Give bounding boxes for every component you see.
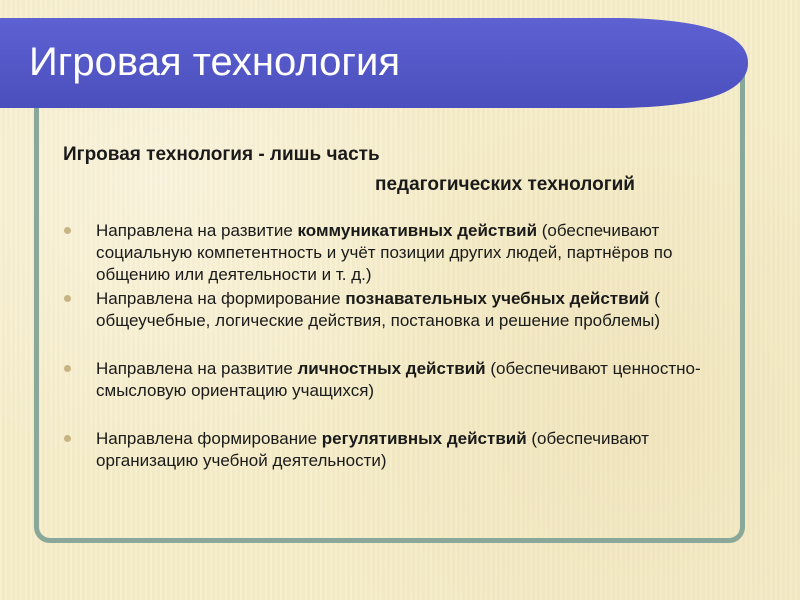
list-item — [62, 288, 737, 332]
bullet-prefix: Направлена на формирование — [96, 289, 346, 308]
subtitle — [63, 140, 743, 200]
bullet-bold-term: коммуникативных действий — [297, 221, 538, 240]
subtitle-line-2: педагогических технологий — [375, 174, 635, 195]
list-item — [62, 220, 737, 286]
slide-title: Игровая технология — [29, 40, 400, 84]
bullet-marker-icon — [64, 295, 71, 302]
bullet-suffix: ( общеучебные, логические действия, постановка и решение проблемы) — [96, 289, 661, 330]
subtitle-line-1: Игровая технология - лишь часть — [63, 144, 380, 165]
title-banner — [0, 18, 748, 109]
bullet-bold-term: регулятивных действий — [321, 429, 527, 448]
bullet-suffix: (обеспечивают социальную компетентность и учёт позиции других людей, партнёров по общению или деятельности и т. д.) — [96, 221, 673, 284]
bullet-bold-term: познавательных учебных действий — [345, 289, 650, 308]
list-item — [62, 358, 737, 402]
bullet-prefix: Направлена на развитие — [96, 221, 298, 240]
bullet-suffix: (обеспечивают организацию учебной деятельности) — [96, 429, 649, 470]
bullet-prefix: Направлена на развитие — [96, 359, 298, 378]
bullet-marker-icon — [64, 227, 71, 234]
bullet-bold-term: личностных действий — [297, 359, 486, 378]
bullet-list — [62, 220, 737, 472]
bullet-suffix: (обеспечивают ценностно-смысловую ориентацию учащихся) — [96, 359, 701, 400]
bullet-prefix: Направлена формирование — [96, 429, 322, 448]
bullet-marker-icon — [64, 365, 71, 372]
bullet-marker-icon — [64, 435, 71, 442]
list-item — [62, 428, 737, 472]
